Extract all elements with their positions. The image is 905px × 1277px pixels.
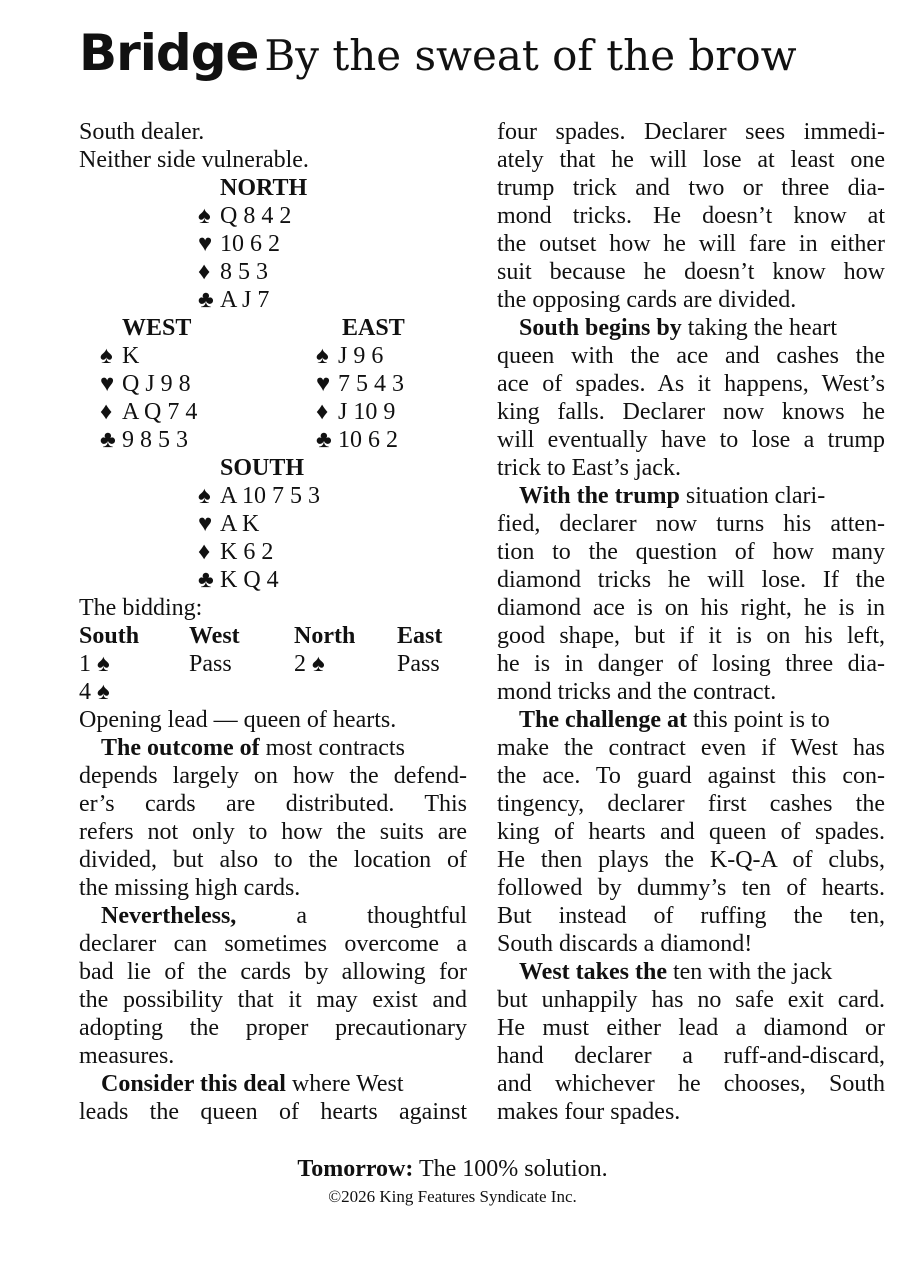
bid-cell: 1 ♠ — [79, 651, 110, 677]
south-diamonds: ♦ K 6 2 — [198, 539, 274, 565]
bidding-table — [79, 594, 467, 706]
paragraph: The challenge at this point is to make the contract even if West has the ace. To guard against this con- tingency, declarer first cashes the king of hearts and queen of spades. He then plays the K-Q-A of clubs, followed by dummy’s ten of hearts. But instead of ruffing the ten, South discards a diamond! — [497, 707, 885, 957]
south-spades: ♠ A 10 7 5 3 — [198, 483, 321, 509]
paragraph-kicker: With the trump — [519, 483, 680, 509]
south-clubs: ♣ K Q 4 — [198, 567, 279, 593]
paragraph: With the trump situation clari- fied, declarer now turns his atten- tion to the question of how many diamond tricks he will lose. If the diamond ace is on his right, he is in good shape, but if it is on his left, he is in danger of losing three dia- mond tricks and the contract. — [497, 483, 885, 705]
deal-diagram — [79, 174, 467, 594]
bid-cell: Pass — [397, 651, 440, 677]
paragraph: The outcome of most contracts depends largely on how the defend- er’s cards are distributed. This refers not only to how the suits are divided, but also to the location of the missing high cards. — [79, 735, 467, 901]
club-icon: ♣ — [316, 427, 332, 453]
heart-icon: ♥ — [316, 371, 331, 397]
article-title: By the sweat of the brow — [264, 31, 797, 80]
north-hearts: ♥ 10 6 2 — [198, 231, 280, 257]
bid-header-east: East — [397, 623, 443, 649]
north-diamonds: ♦ 8 5 3 — [198, 259, 268, 285]
south-label: SOUTH — [220, 455, 305, 481]
club-icon: ♣ — [100, 427, 116, 453]
right-column — [497, 118, 885, 1126]
column-brand: Bridge — [79, 24, 259, 82]
heart-icon: ♥ — [198, 231, 213, 257]
east-spades: ♠ J 9 6 — [316, 343, 384, 369]
paragraph-kicker: Consider this deal — [101, 1071, 286, 1097]
diamond-icon: ♦ — [198, 539, 211, 565]
paragraph-kicker: The challenge at — [519, 707, 687, 733]
spade-icon: ♠ — [198, 203, 211, 229]
spade-icon: ♠ — [100, 343, 113, 369]
heart-icon: ♥ — [100, 371, 115, 397]
bid-header-north: North — [294, 623, 356, 649]
west-clubs: ♣ 9 8 5 3 — [100, 427, 188, 453]
north-spades: ♠ Q 8 4 2 — [198, 203, 292, 229]
spade-icon: ♠ — [316, 343, 329, 369]
heart-icon: ♥ — [198, 511, 213, 537]
club-icon: ♣ — [198, 567, 214, 593]
club-icon: ♣ — [198, 287, 214, 313]
paragraph: four spades. Declarer sees immedi- ately that he will lose at least one trump trick and two or three dia- mond tricks. He doesn’t know at the outset how he will fare in either suit because he doesn’t know how the opposing cards are divided. — [497, 119, 885, 313]
west-spades: ♠ K — [100, 343, 140, 369]
vulnerability-line: Neither side vulnerable. — [79, 147, 309, 173]
paragraph: Nevertheless, a thoughtful declarer can sometimes overcome a bad lie of the cards by allowing for the possibility that it may exist and adopting the proper precautionary measures. — [79, 903, 467, 1069]
bid-header-west: West — [189, 623, 240, 649]
paragraph: South begins by taking the heart queen with the ace and cashes the ace of spades. As it happens, West’s king falls. Declarer now knows he will eventually have to lose a trump trick to East’s jack. — [497, 315, 885, 481]
east-hearts: ♥ 7 5 4 3 — [316, 371, 404, 397]
east-clubs: ♣ 10 6 2 — [316, 427, 398, 453]
east-diamonds: ♦ J 10 9 — [316, 399, 396, 425]
opening-lead: Opening lead — queen of hearts. — [79, 707, 397, 733]
dealer-line: South dealer. — [79, 119, 205, 145]
diamond-icon: ♦ — [100, 399, 113, 425]
bid-cell: Pass — [189, 651, 232, 677]
diamond-icon: ♦ — [316, 399, 329, 425]
east-label: EAST — [342, 315, 405, 341]
left-column — [79, 118, 467, 1126]
paragraph-kicker: The outcome of — [101, 735, 260, 761]
paragraph-kicker: South begins by — [519, 315, 682, 341]
bid-cell: 2 ♠ — [294, 651, 325, 677]
north-label: NORTH — [220, 175, 308, 201]
paragraph-kicker: Nevertheless, — [101, 903, 237, 929]
bid-cell: 4 ♠ — [79, 679, 110, 705]
bidding-label: The bidding: — [79, 595, 203, 621]
bid-header-south: South — [79, 623, 140, 649]
west-diamonds: ♦ A Q 7 4 — [100, 399, 198, 425]
spade-icon: ♠ — [198, 483, 211, 509]
page-footer — [0, 1155, 905, 1209]
copyright: ©2026 King Features Syndicate Inc. — [328, 1187, 577, 1206]
west-label: WEST — [122, 315, 192, 341]
paragraph-kicker: West takes the — [519, 959, 667, 985]
paragraph: Consider this deal where West leads the queen of hearts against — [79, 1071, 467, 1125]
south-hearts: ♥ A K — [198, 511, 260, 537]
north-clubs: ♣ A J 7 — [198, 287, 270, 313]
page-header — [79, 24, 797, 82]
west-hearts: ♥ Q J 9 8 — [100, 371, 191, 397]
paragraph: West takes the ten with the jack but unhappily has no safe exit card. He must either lead a diamond or hand declarer a ruff-and-discard, and whichever he chooses, South makes four spades. — [497, 959, 885, 1125]
diamond-icon: ♦ — [198, 259, 211, 285]
tomorrow-teaser: Tomorrow: The 100% solution. — [297, 1156, 608, 1182]
